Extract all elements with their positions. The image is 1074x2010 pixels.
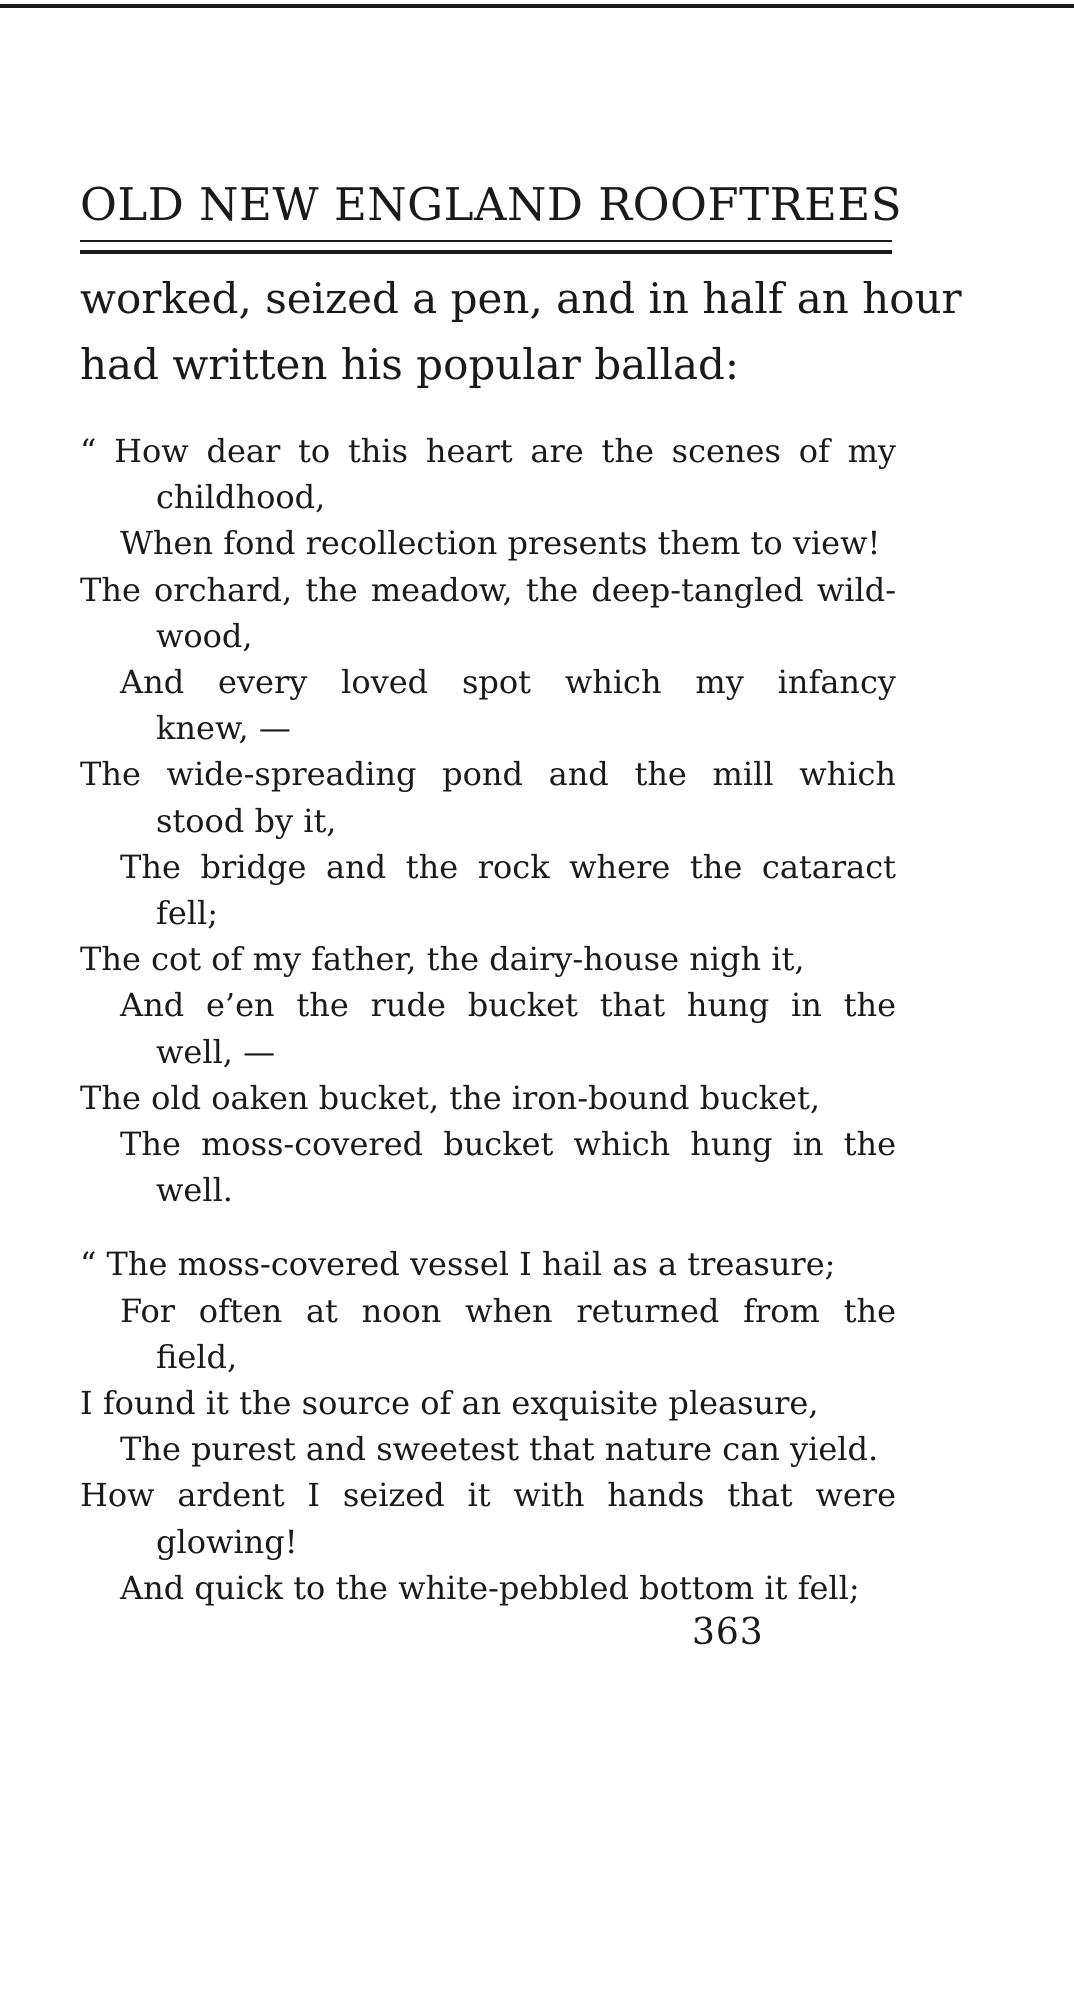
verse-line: And every loved spot which my infancy xyxy=(120,663,896,702)
verse-line: The purest and sweetest that nature can yield. xyxy=(120,1430,879,1469)
verse-line: wood, xyxy=(156,616,253,655)
verse-line: When fond recollection presents them to view! xyxy=(120,524,881,563)
verse-line: And e’en the rude bucket that hung in the xyxy=(120,986,896,1025)
verse-line: field, xyxy=(156,1337,238,1376)
verse-line: knew, — xyxy=(156,709,291,748)
intro-paragraph xyxy=(80,266,962,398)
verse-line: The wide-spreading pond and the mill which xyxy=(80,755,896,794)
verse-line: The orchard, the meadow, the deep-tangled wild- xyxy=(80,570,896,609)
verse-line: stood by it, xyxy=(156,801,337,840)
verse-line: glowing! xyxy=(156,1522,298,1561)
verse-line: The moss-covered bucket which hung in the xyxy=(120,1125,896,1164)
top-border-rule xyxy=(0,4,1074,8)
verse-line: The old oaken bucket, the iron-bound bucket, xyxy=(80,1078,821,1117)
stanza-2 xyxy=(80,1241,896,1611)
stanza-1 xyxy=(80,428,896,1213)
ballad-poem xyxy=(80,428,896,1611)
page-number: 363 xyxy=(692,1612,764,1653)
verse-line: fell; xyxy=(156,894,219,933)
header-double-rule xyxy=(80,240,892,254)
verse-line: How ardent I seized it with hands that were xyxy=(80,1476,896,1515)
verse-line: I found it the source of an exquisite pleasure, xyxy=(80,1384,819,1423)
verse-line: childhood, xyxy=(156,478,326,517)
verse-line: well, — xyxy=(156,1032,276,1071)
verse-line: “ The moss-covered vessel I hail as a treasure; xyxy=(80,1245,836,1284)
verse-line: well. xyxy=(156,1171,233,1210)
intro-line: had written his popular ballad: xyxy=(80,340,740,389)
verse-line: And quick to the white-pebbled bottom it fell; xyxy=(120,1568,860,1607)
running-head: OLD NEW ENGLAND ROOFTREES xyxy=(80,178,903,231)
verse-line: For often at noon when returned from the xyxy=(120,1291,896,1330)
verse-line: “ How dear to this heart are the scenes of my xyxy=(80,432,896,470)
intro-line: worked, seized a pen, and in half an hour xyxy=(80,274,962,323)
verse-line: The cot of my father, the dairy-house nigh it, xyxy=(80,940,805,979)
verse-line: The bridge and the rock where the cataract xyxy=(120,847,896,886)
